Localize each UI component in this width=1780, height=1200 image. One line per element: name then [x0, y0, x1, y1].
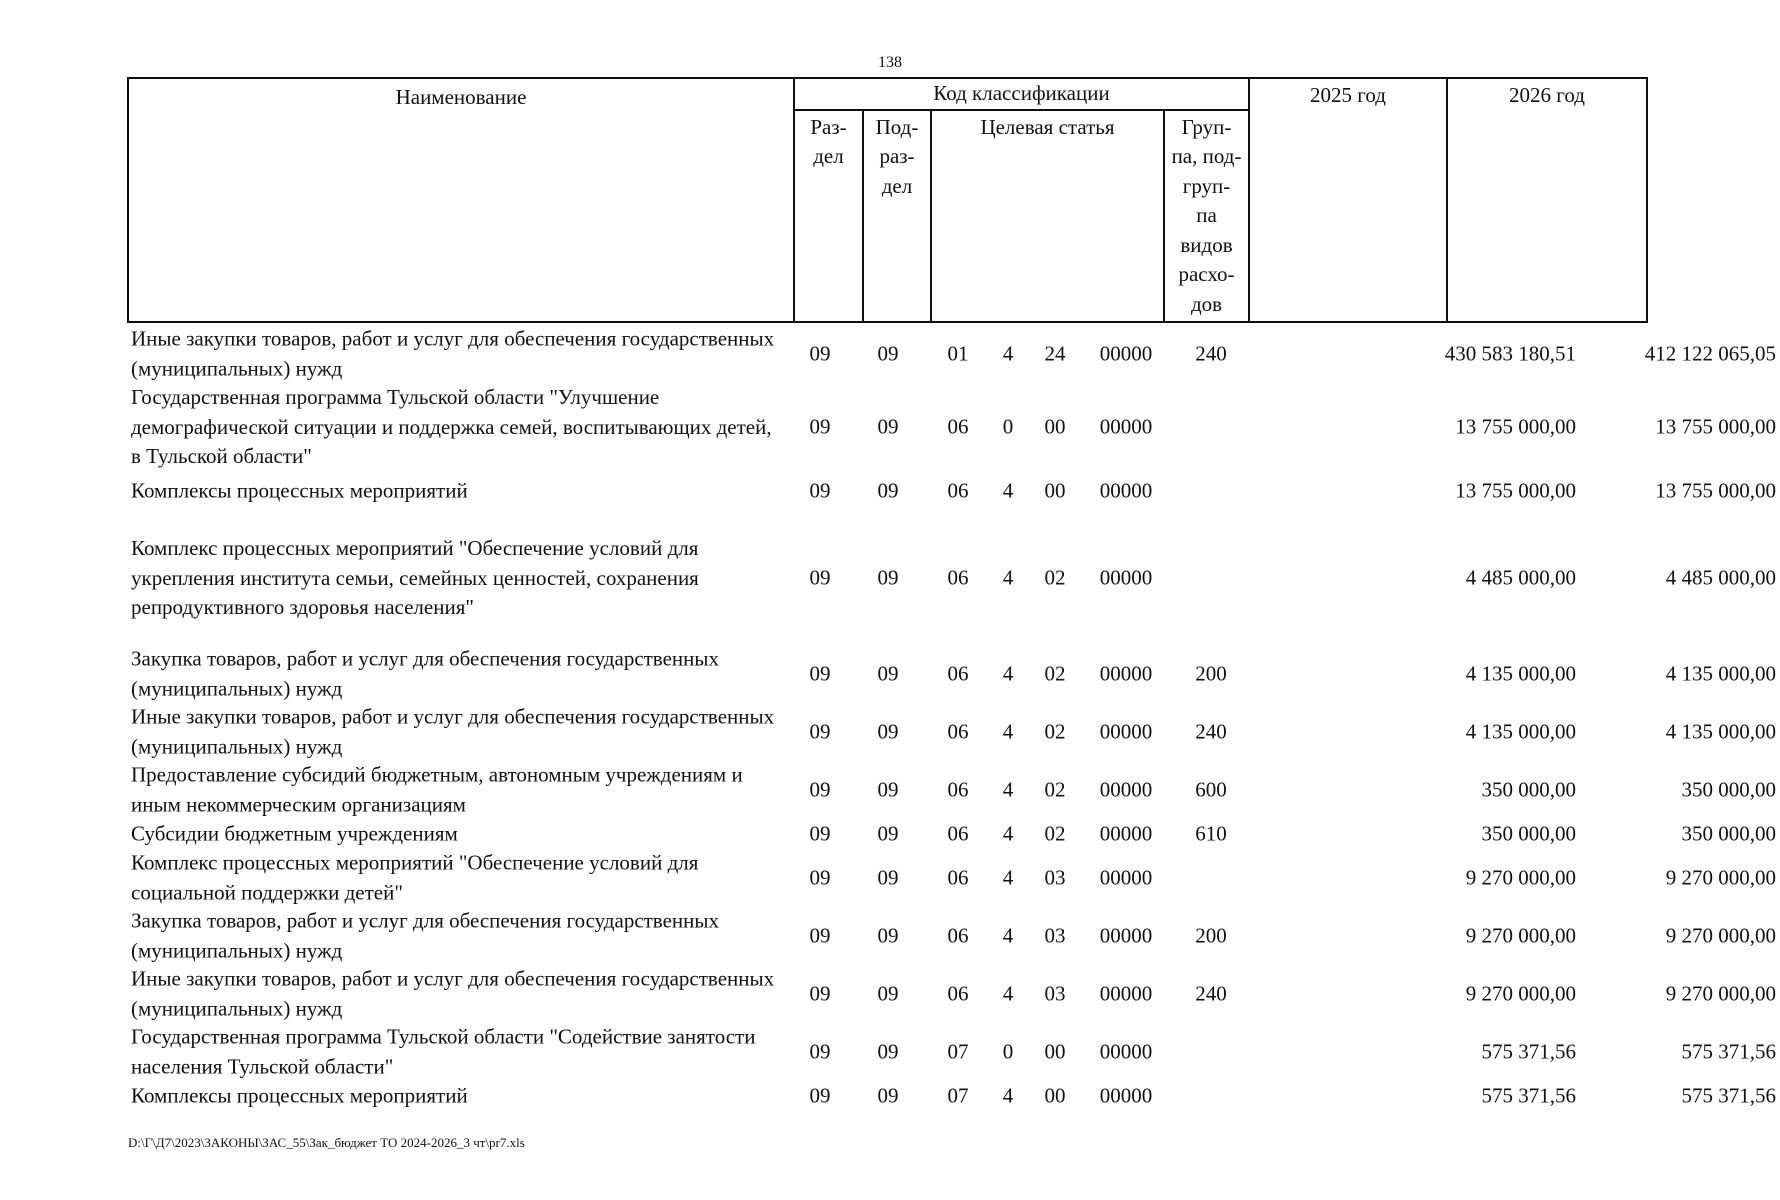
cell-rz: 09	[809, 414, 831, 439]
cell-y2026: 4 135 000,00	[1665, 719, 1776, 744]
table-header	[127, 77, 1648, 323]
cell-p3: 02	[1044, 565, 1066, 590]
cell-p4: 00000	[1099, 821, 1153, 846]
cell-y2025: 350 000,00	[1481, 821, 1576, 846]
table-row	[131, 1023, 1776, 1081]
cell-p1: 06	[947, 981, 969, 1006]
cell-pr: 09	[877, 1083, 899, 1108]
cell-p2: 4	[1002, 777, 1014, 802]
cell-p4: 00000	[1099, 865, 1153, 890]
cell-p1: 06	[947, 661, 969, 686]
cell-p1: 06	[947, 719, 969, 744]
cell-y2025: 9 270 000,00	[1465, 865, 1576, 890]
cell-vr: 200	[1195, 661, 1227, 686]
table-row	[131, 849, 1776, 907]
cell-p2: 4	[1002, 1083, 1014, 1108]
cell-y2025: 13 755 000,00	[1455, 478, 1576, 503]
cell-p3: 02	[1044, 821, 1066, 846]
cell-y2026: 13 755 000,00	[1655, 414, 1776, 439]
header-year-2025: 2025 год	[1249, 78, 1447, 322]
table-row	[131, 703, 1776, 761]
row-name: Комплексы процессных мероприятий	[131, 1083, 468, 1108]
cell-p1: 06	[947, 923, 969, 948]
header-name: Наименование	[128, 78, 794, 322]
cell-vr: 240	[1195, 719, 1227, 744]
cell-y2026: 412 122 065,05	[1644, 341, 1776, 366]
header-target-article: Целевая статья	[931, 110, 1164, 322]
footer-file-path: D:\Г\Д7\2023\ЗАКОНЫ\ЗАС_55\Зак_бюджет ТО 2024-2026_3 чт\pr7.xls	[128, 1135, 525, 1150]
cell-rz: 09	[809, 1083, 831, 1108]
cell-p1: 06	[947, 478, 969, 503]
cell-rz: 09	[809, 923, 831, 948]
cell-p3: 03	[1044, 981, 1066, 1006]
table-row	[131, 761, 1776, 819]
cell-y2025: 13 755 000,00	[1455, 414, 1576, 439]
cell-rz: 09	[809, 565, 831, 590]
cell-pr: 09	[877, 341, 899, 366]
row-name: Комплекс процессных мероприятий "Обеспечение условий для укрепления института семьи, семейных ценностей, сохранения репродуктивного здоровья населения"	[131, 535, 699, 619]
cell-y2026: 350 000,00	[1681, 777, 1776, 802]
cell-p1: 06	[947, 565, 969, 590]
cell-y2026: 4 135 000,00	[1665, 661, 1776, 686]
cell-p1: 07	[947, 1039, 969, 1064]
cell-p2: 4	[1002, 981, 1014, 1006]
row-name: Государственная программа Тульской области "Улучшение демографической ситуации и поддержка семей, воспитывающих детей, в Тульской области"	[131, 384, 772, 468]
cell-p1: 06	[947, 777, 969, 802]
row-name: Предоставление субсидий бюджетным, автономным учреждениям и иным некоммерческим организациям	[131, 762, 743, 816]
cell-vr: 600	[1195, 777, 1227, 802]
cell-pr: 09	[877, 565, 899, 590]
cell-p2: 4	[1002, 821, 1014, 846]
table-body	[131, 325, 1776, 1111]
row-name: Комплекс процессных мероприятий "Обеспечение условий для социальной поддержки детей"	[131, 850, 699, 904]
cell-y2025: 350 000,00	[1481, 777, 1576, 802]
cell-pr: 09	[877, 478, 899, 503]
cell-p3: 02	[1044, 719, 1066, 744]
cell-pr: 09	[877, 821, 899, 846]
cell-y2026: 4 485 000,00	[1665, 565, 1776, 590]
cell-p1: 01	[947, 341, 969, 366]
cell-p4: 00000	[1099, 661, 1153, 686]
cell-y2026: 350 000,00	[1681, 821, 1776, 846]
header-table	[127, 77, 1648, 323]
row-name: Государственная программа Тульской области "Содействие занятости населения Тульской области"	[131, 1024, 756, 1078]
cell-y2026: 9 270 000,00	[1665, 923, 1776, 948]
cell-rz: 09	[809, 719, 831, 744]
cell-p1: 06	[947, 821, 969, 846]
cell-p2: 4	[1002, 341, 1014, 366]
cell-pr: 09	[877, 923, 899, 948]
cell-p4: 00000	[1099, 719, 1153, 744]
cell-p2: 4	[1002, 865, 1014, 890]
header-section: Раз- дел	[794, 110, 863, 322]
cell-vr: 200	[1195, 923, 1227, 948]
table-row	[131, 383, 1776, 471]
cell-pr: 09	[877, 1039, 899, 1064]
cell-p3: 00	[1044, 414, 1066, 439]
cell-p4: 00000	[1099, 1083, 1153, 1108]
cell-p1: 06	[947, 865, 969, 890]
cell-y2025: 9 270 000,00	[1465, 923, 1576, 948]
cell-rz: 09	[809, 821, 831, 846]
cell-p3: 00	[1044, 1039, 1066, 1064]
cell-p4: 00000	[1099, 1039, 1153, 1064]
cell-rz: 09	[809, 865, 831, 890]
cell-rz: 09	[809, 661, 831, 686]
cell-vr: 610	[1195, 821, 1227, 846]
row-name: Комплексы процессных мероприятий	[131, 478, 468, 503]
cell-p4: 00000	[1099, 478, 1153, 503]
cell-p1: 06	[947, 414, 969, 439]
table-row	[131, 965, 1776, 1023]
cell-y2025: 430 583 180,51	[1444, 341, 1576, 366]
cell-p4: 00000	[1099, 414, 1153, 439]
header-subsection: Под- раз- дел	[863, 110, 931, 322]
page-number: 138	[878, 54, 902, 71]
table-row	[131, 471, 1776, 511]
cell-y2026: 13 755 000,00	[1655, 478, 1776, 503]
cell-rz: 09	[809, 1039, 831, 1064]
table-row	[131, 1081, 1776, 1111]
cell-vr: 240	[1195, 981, 1227, 1006]
cell-p4: 00000	[1099, 565, 1153, 590]
header-classification: Код классификации	[794, 78, 1249, 110]
header-group: Груп- па, под- груп- па видов расхо- дов	[1164, 110, 1249, 322]
cell-y2025: 4 135 000,00	[1465, 661, 1576, 686]
cell-pr: 09	[877, 414, 899, 439]
cell-p1: 07	[947, 1083, 969, 1108]
cell-p2: 4	[1002, 565, 1014, 590]
cell-rz: 09	[809, 981, 831, 1006]
table-row	[131, 325, 1776, 383]
cell-p2: 0	[1002, 1039, 1014, 1064]
cell-p2: 4	[1002, 478, 1014, 503]
cell-y2025: 575 371,56	[1481, 1039, 1576, 1064]
cell-pr: 09	[877, 719, 899, 744]
cell-pr: 09	[877, 981, 899, 1006]
cell-vr: 240	[1195, 341, 1227, 366]
cell-p2: 4	[1002, 661, 1014, 686]
cell-p4: 00000	[1099, 981, 1153, 1006]
cell-y2025: 4 135 000,00	[1465, 719, 1576, 744]
cell-y2026: 9 270 000,00	[1665, 981, 1776, 1006]
cell-p2: 0	[1002, 414, 1014, 439]
table-row	[131, 645, 1776, 703]
cell-p2: 4	[1002, 923, 1014, 948]
header-year-2026: 2026 год	[1447, 78, 1647, 322]
cell-y2026: 9 270 000,00	[1665, 865, 1776, 890]
row-name: Иные закупки товаров, работ и услуг для обеспечения государственных (муниципальных) нужд	[131, 326, 775, 380]
cell-y2026: 575 371,56	[1681, 1039, 1776, 1064]
cell-p3: 00	[1044, 478, 1066, 503]
row-name: Закупка товаров, работ и услуг для обеспечения государственных (муниципальных) нужд	[131, 908, 720, 962]
row-name: Иные закупки товаров, работ и услуг для обеспечения государственных (муниципальных) нужд	[131, 704, 775, 758]
table-row	[131, 525, 1776, 631]
cell-p2: 4	[1002, 719, 1014, 744]
cell-pr: 09	[877, 865, 899, 890]
cell-p3: 03	[1044, 865, 1066, 890]
cell-p4: 00000	[1099, 341, 1153, 366]
cell-y2025: 575 371,56	[1481, 1083, 1576, 1108]
cell-pr: 09	[877, 661, 899, 686]
cell-p3: 03	[1044, 923, 1066, 948]
cell-p3: 02	[1044, 777, 1066, 802]
cell-p4: 00000	[1099, 923, 1153, 948]
table-row	[131, 819, 1776, 849]
row-name: Иные закупки товаров, работ и услуг для обеспечения государственных (муниципальных) нужд	[131, 966, 775, 1020]
cell-rz: 09	[809, 777, 831, 802]
cell-rz: 09	[809, 341, 831, 366]
table-row	[131, 907, 1776, 965]
cell-p4: 00000	[1099, 777, 1153, 802]
row-name: Субсидии бюджетным учреждениям	[131, 821, 458, 846]
cell-p3: 00	[1044, 1083, 1066, 1108]
cell-p3: 24	[1044, 341, 1066, 366]
cell-y2026: 575 371,56	[1681, 1083, 1776, 1108]
cell-y2025: 4 485 000,00	[1465, 565, 1576, 590]
row-name: Закупка товаров, работ и услуг для обеспечения государственных (муниципальных) нужд	[131, 646, 720, 700]
cell-rz: 09	[809, 478, 831, 503]
cell-p3: 02	[1044, 661, 1066, 686]
cell-y2025: 9 270 000,00	[1465, 981, 1576, 1006]
cell-pr: 09	[877, 777, 899, 802]
